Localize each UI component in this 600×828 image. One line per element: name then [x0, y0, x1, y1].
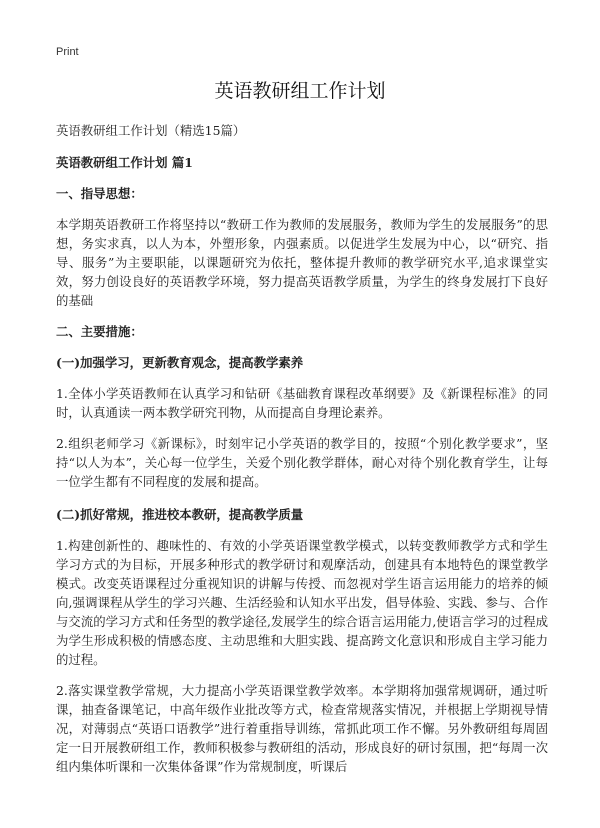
paragraph-routine-1: 1.构建创新性的、趣味性的、有效的小学英语课堂教学模式，以转变教师教学方式和学生学习方式的为目标，开展多种形式的教学研讨和观摩活动，创建具有本地特色的课堂教学模式。改变英语课程过分重视知识的讲解与传授、而忽视对学生语言运用能力的培养的倾向,强调课程从学生的学习兴趣、生活经验和认知水平出发，倡导体验、实践、参与、合作与交流的学习方式和任务型的教学途径,发展学生的综合语言运用能力,使语言学习的过程成为学生形成积极的情感态度、主动思维和大胆实践、提高跨文化意识和形成自主学习能力的过程。	[56, 538, 548, 667]
subsection-heading-study: (一)加强学习，更新教育观念，提高教学素养	[56, 355, 304, 370]
document-subtitle: 英语教研组工作计划（精选15篇）	[56, 123, 246, 138]
paragraph-guiding: 本学期英语教研工作将坚持以“教研工作为教师的发展服务，教师为学生的发展服务”的思想，务实求真，以人为本，外塑形象，内强素质。以促进学生发展为中心，以“研究、指导、服务”为主要职能，以课题研究为依托，整体提升教师的教学研究水平,追求课堂实效，努力创设良好的英语教学环境，努力提高英语教学质量，为学生的终身发展打下良好的基础	[56, 217, 548, 308]
print-label[interactable]: Print	[56, 46, 79, 58]
section-heading-measures: 二、主要措施：	[56, 324, 143, 339]
document-body	[56, 121, 548, 788]
subsection-heading-routine: (二)抓好常规，推进校本教研，提高教学质量	[56, 507, 304, 522]
paragraph-study-1: 1.全体小学英语教师在认真学习和钻研《基础教育课程改革纲要》及《新课程标准》的同时，认真通读一两本教学研究刊物，从而提高自身理论素养。	[56, 386, 548, 420]
chapter-heading: 英语教研组工作计划 篇1	[56, 155, 193, 170]
paragraph-routine-2: 2.落实课堂教学常规，大力提高小学英语课堂教学效率。本学期将加强常规调研，通过听课，抽查备课笔记，中高年级作业批改等方式，检查常规落实情况，并根据上学期视导情况，对薄弱点“英语口语教学”进行着重指导训练，常抓此项工作不懈。另外教研组每周固定一日开展教研组工作，教师积极参与教研组的活动，形成良好的研讨氛围，把“每周一次组内集体听课和一次集体备课”作为常规制度，听课后	[56, 683, 548, 774]
section-heading-guiding: 一、指导思想：	[56, 186, 143, 201]
document-title: 英语教研组工作计划	[214, 80, 386, 102]
paragraph-study-2: 2.组织老师学习《新课标》，时刻牢记小学英语的教学目的，按照“个别化教学要求”，坚持“以人为本”，关心每一位学生，关爱个别化教学群体，耐心对待个别化教育学生，让每一位学生都有不同程度的发展和提高。	[56, 436, 548, 489]
